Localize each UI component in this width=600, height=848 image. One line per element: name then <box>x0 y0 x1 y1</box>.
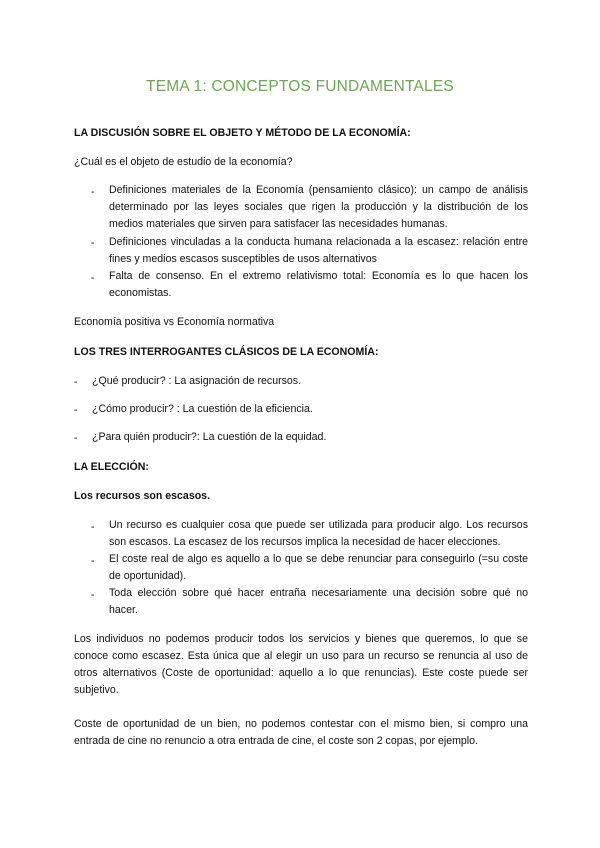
bullet-marker: - <box>91 521 95 533</box>
bullet-marker: - <box>91 589 95 601</box>
positive-vs-normative: Economía positiva vs Economía normativa <box>74 316 275 328</box>
list-item: Falta de consenso. En el extremo relativismo total: Economía es lo que hacen los economistas. <box>109 270 528 299</box>
list-item: Toda elección sobre qué hacer entraña necesariamente una decisión sobre qué no hacer. <box>109 587 528 616</box>
section-heading-tres-interrogantes: LOS TRES INTERROGANTES CLÁSICOS DE LA ECONOMÍA: <box>74 346 379 358</box>
bullet-marker: - <box>74 432 78 444</box>
bullet-marker: - <box>91 272 95 284</box>
list-item: Definiciones vinculadas a la conducta humana relacionada a la escasez: relación entre fines y medios escasos susceptibles de usos alternativos <box>109 236 528 265</box>
paragraph-escasez: Los individuos no podemos producir todos los servicios y bienes que queremos, lo que se conoce como escasez. Esta única que al elegir un uso para un recurso se renuncia al uso de otros alternativos (Coste de oportunidad: aquello a lo que renuncias). Este coste puede ser subjetivo. <box>74 633 528 696</box>
bullet-marker: - <box>74 404 78 416</box>
subheading-recursos-escasos: Los recursos son escasos. <box>74 490 211 502</box>
bullet-marker: - <box>91 237 95 249</box>
list-item: ¿Para quién producir?: La cuestión de la equidad. <box>92 431 327 443</box>
list-item: ¿Qué producir? : La asignación de recursos. <box>92 375 302 387</box>
bullet-marker: - <box>91 186 95 198</box>
list-item: Definiciones materiales de la Economía (pensamiento clásico): un campo de análisis determinado por las leyes sociales que rigen la producción y la distribución de los medios materiales que sirven para satisfacer las necesidades humanas. <box>109 184 528 230</box>
section-heading-objeto-metodo: LA DISCUSIÓN SOBRE EL OBJETO Y MÉTODO DE LA ECONOMÍA: <box>74 127 411 139</box>
bullet-marker: - <box>74 376 78 388</box>
list-item: El coste real de algo es aquello a lo que se debe renunciar para conseguirlo (=su coste de oportunidad). <box>109 553 528 582</box>
page-title: TEMA 1: CONCEPTOS FUNDAMENTALES <box>146 78 454 95</box>
section-heading-eleccion: LA ELECCIÓN: <box>74 461 149 473</box>
paragraph-coste-oportunidad: Coste de oportunidad de un bien, no podemos contestar con el mismo bien, si compro una entrada de cine no renuncio a otra entrada de cine, el coste son 2 copas, por ejemplo. <box>74 718 528 747</box>
list-item: Un recurso es cualquier cosa que puede ser utilizada para producir algo. Los recursos son escasos. La escasez de los recursos implica la necesidad de hacer elecciones. <box>109 519 528 548</box>
list-item: ¿Cómo producir? : La cuestión de la eficiencia. <box>92 403 313 415</box>
bullet-marker: - <box>91 555 95 567</box>
study-object-question: ¿Cuál es el objeto de estudio de la economía? <box>74 156 293 168</box>
